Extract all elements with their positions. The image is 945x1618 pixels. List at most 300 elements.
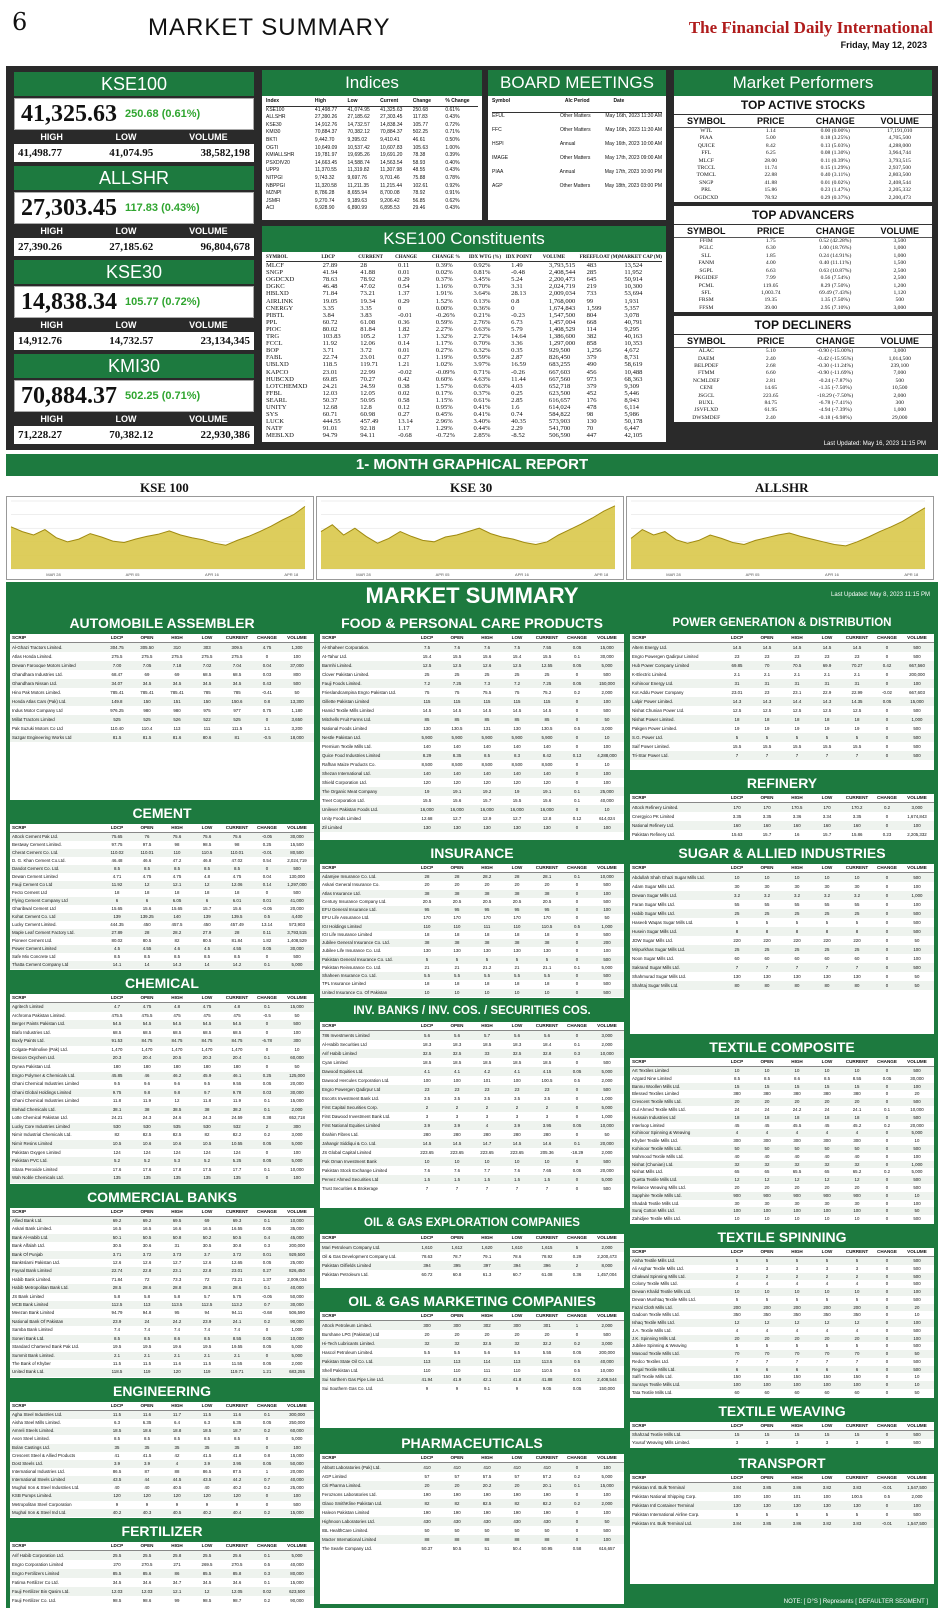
scrip-cell: 380 [763, 1091, 771, 1097]
scrip-cell: 0.3 [263, 1243, 271, 1249]
table-cell: 2.27% [435, 325, 453, 333]
table-cell: 1,408,529 [548, 325, 576, 333]
scrip-row [320, 1339, 624, 1348]
scrip-cell: 60 [794, 1390, 800, 1396]
scrip-cell: 1,612 [451, 1245, 463, 1250]
scrip-cell: 14.5 [822, 645, 832, 650]
scrip-row [320, 805, 624, 814]
scrip-cell: 475 [173, 1012, 181, 1018]
scrip-cell: 60,000 [290, 1055, 304, 1061]
scrip-cell: 60 [734, 956, 740, 961]
scrip-cell: Unity Foods Limited [322, 816, 361, 821]
scrip-cell: 120 [173, 1493, 181, 1499]
scrip-row [320, 989, 624, 997]
index-volume: 96,804,678 [200, 241, 250, 253]
performer-row [674, 415, 932, 422]
scrip-row [320, 814, 624, 823]
scrip-row [630, 679, 934, 688]
index-low: 14,732.57 [109, 335, 154, 347]
scrip-row [630, 724, 934, 733]
scrip-cell: 23 [544, 1087, 550, 1092]
scrip-row [10, 945, 314, 953]
table-cell: 0.02 [398, 389, 410, 397]
scrip-cell: 2.1 [113, 1352, 121, 1358]
scrip-cell: 9.8 [173, 1089, 181, 1095]
scrip-cell: 9 [455, 1386, 459, 1391]
scrip-cell: 94.8 [142, 1310, 152, 1316]
table-cell: 1.17 [398, 425, 410, 433]
table-cell: 667,560 [548, 375, 571, 383]
scrip-cell: 40,000 [600, 798, 614, 803]
table-cell: 1.37 [398, 290, 410, 298]
scrip-cell: 1,000 [601, 1114, 613, 1119]
scrip-cell: 5.5 [453, 973, 461, 979]
table-cell: 41,325.63 [380, 106, 403, 113]
performer-cell: -0.90 (-15.00%) [817, 348, 854, 355]
column-header: LDCP [730, 1423, 744, 1428]
scrip-cell: 135 [143, 1175, 151, 1181]
scrip-cell: Trust Securities & Brokerage [322, 1186, 378, 1191]
scrip-cell: 0.1 [263, 1055, 271, 1061]
scrip-cell: 88 [454, 1537, 460, 1542]
column-header: VOLUME [597, 865, 617, 870]
scrip-cell: 4 [795, 1130, 799, 1136]
performer-row [674, 297, 932, 304]
table-cell: 0.8 [511, 297, 520, 305]
scrip-cell: 50.8 [172, 1234, 182, 1240]
scrip-cell: 2 [425, 1105, 429, 1110]
performer-cell: -0.90 (-11.69%) [817, 370, 854, 377]
scrip-cell: 10,000 [600, 874, 614, 879]
scrip-cell: 6 [855, 1366, 859, 1372]
scrip-cell: 23 [764, 654, 770, 659]
scrip-cell: 0.7 [263, 1302, 271, 1308]
index-labels [14, 224, 254, 238]
table-cell: 683,255 [548, 361, 571, 369]
table-cell: 1,768,000 [548, 297, 576, 305]
scrip-cell: Fauji Fertilizer Bin Qasim Ltd. [12, 1589, 70, 1594]
scrip-row [10, 1435, 314, 1443]
scrip-cell: 68.5 [172, 1029, 182, 1035]
scrip-row [10, 1029, 314, 1038]
scrip-cell: 5.8 [143, 1293, 151, 1299]
scrip-cell: Nishat Mills Ltd. [632, 1169, 663, 1175]
scrip-cell: 17.8 [172, 1166, 182, 1172]
section-columns [10, 1402, 314, 1411]
scrip-cell: 500 [913, 708, 921, 713]
scrip-cell: 34.6 [142, 1580, 152, 1585]
chart-title: ALLSHR [755, 480, 809, 495]
scrip-cell: 10 [824, 875, 830, 880]
scrip-cell: 785 [203, 690, 211, 695]
scrip-cell: 7.05 [142, 663, 152, 668]
scrip-cell: 100 [603, 825, 611, 830]
scrip-cell: 4 [855, 1130, 859, 1136]
scrip-cell: 15 [734, 1432, 740, 1437]
scrip-row [10, 921, 314, 929]
scrip-cell: 0 [885, 1343, 889, 1349]
scrip-cell: 120 [113, 1493, 121, 1499]
scrip-cell: 9.55 [232, 1081, 242, 1087]
scrip-cell: 5.6 [513, 1033, 521, 1038]
scrip-row [630, 1389, 934, 1397]
table-cell: KMI30 [266, 129, 281, 136]
scrip-cell: 11.8 [112, 1098, 122, 1104]
scrip-cell: 4.55 [232, 946, 242, 951]
scrip-cell: 3.35 [732, 814, 742, 819]
performer-cell: 19.35 [764, 297, 778, 304]
scrip-cell: 170.5 [791, 805, 803, 810]
column-header: HIGH [171, 995, 183, 1000]
scrip-cell: Sunrays Textile Mills Ltd. [632, 1382, 681, 1388]
scrip-row [10, 1054, 314, 1063]
scrip-cell: 115 [453, 699, 461, 704]
table-cell: 0.43% [445, 205, 460, 212]
scrip-cell: 7.4 [143, 1327, 151, 1333]
column-header: FREEFLOAT (M) [579, 255, 619, 260]
scrip-cell: 80 [824, 983, 830, 988]
scrip-cell: 11.5 [112, 1412, 122, 1417]
table-cell: Annual [559, 141, 576, 147]
scrip-cell: 30.5 [112, 1243, 122, 1249]
section-title: INV. BANKS / INV. COS. / SECURITIES COS. [353, 1005, 591, 1017]
table-row [266, 183, 478, 191]
scrip-cell: 0 [885, 911, 889, 916]
scrip-cell: 11.6 [142, 1412, 152, 1417]
scrip-cell: 9 [425, 1386, 429, 1391]
performer-cell: 4.00 [765, 260, 776, 267]
scrip-cell: 100 [603, 699, 611, 704]
scrip-row [630, 688, 934, 697]
scrip-cell: 6 [765, 1366, 769, 1372]
scrip-cell: 130 [793, 1503, 801, 1508]
performer-cell: -0.30 (-11.24%) [817, 362, 854, 369]
scrip-cell: 4 [485, 1123, 489, 1128]
scrip-cell: 113 [513, 1359, 521, 1364]
scrip-cell: 15 [824, 1083, 830, 1089]
scrip-cell: Gadoon Textile Mills Ltd. [632, 1312, 680, 1318]
scrip-cell: 73.3 [172, 1276, 182, 1282]
scrip-cell: Attock Petroleum Limited. [322, 1323, 373, 1328]
scrip-row [10, 1293, 314, 1301]
table-cell: 50,178 [624, 418, 643, 426]
scrip-cell: 75 [454, 690, 460, 695]
table-cell: 645 [586, 276, 597, 284]
chart-svg [317, 497, 623, 579]
scrip-cell: 23.1 [172, 1268, 182, 1274]
table-cell: 103.83 [322, 333, 341, 341]
scrip-cell: 100 [603, 1492, 611, 1497]
column-header: HIGH [791, 1249, 803, 1254]
scrip-row [630, 1106, 934, 1114]
performer-cell: 3,964,744 [888, 150, 911, 157]
scrip-cell: 5 [765, 1512, 769, 1517]
scrip-cell: 33 [484, 1051, 490, 1056]
scrip-cell: 7.5 [423, 645, 431, 650]
scrip-cell: 27.89 [111, 930, 123, 935]
scrip-cell: Shield Corporation Ltd. [322, 780, 367, 785]
scrip-cell: 150,000 [599, 1386, 615, 1391]
scrip-cell: 0 [885, 1374, 889, 1380]
scrip-cell: -18.29 [570, 1150, 584, 1155]
scrip-cell: 150 [763, 1374, 771, 1380]
scrip-cell: 85.8 [232, 1571, 242, 1576]
scrip-cell: 0 [885, 1138, 889, 1144]
performer-cell: 6.25 [765, 150, 776, 157]
scrip-cell: 15 [794, 1432, 800, 1437]
scrip-cell: 223.65 [420, 1150, 434, 1155]
scrip-row [320, 688, 624, 697]
scrip-cell: 150 [793, 1374, 801, 1380]
table-cell: KAPCO [266, 368, 289, 376]
scrip-row [10, 1301, 314, 1309]
scrip-row [320, 947, 624, 955]
scrip-cell: 130 [853, 974, 861, 979]
scrip-row [320, 1481, 624, 1490]
scrip-cell: 500 [293, 866, 301, 871]
scrip-row [10, 697, 314, 706]
scrip-cell: 20,000 [600, 1168, 614, 1173]
performer-cell: 6.30 [765, 245, 776, 252]
x-tick-label: APR 18 [904, 572, 919, 577]
scrip-cell: Attock Refinery Limited. [632, 805, 679, 810]
scrip-cell: 80,000 [290, 1571, 304, 1576]
table-cell: 3,078 [624, 311, 640, 319]
column-header: CURRENT [535, 635, 559, 640]
scrip-row [630, 803, 934, 812]
scrip-cell: 10 [424, 1159, 430, 1164]
index-volume: 38,582,198 [200, 147, 250, 159]
scrip-cell: Bank Of Punjab [12, 1251, 43, 1257]
scrip-cell: 20 [764, 1099, 770, 1105]
scrip-cell: 2.1 [763, 672, 771, 677]
scrip-row [10, 1309, 314, 1317]
scrip-cell: 100 [763, 1208, 771, 1214]
scrip-row [320, 652, 624, 661]
scrip-cell: 16,000 [510, 807, 524, 812]
table-cell: 50,914 [624, 276, 643, 284]
column-header: OPEN [450, 865, 464, 870]
column-header: LDCP [110, 1543, 124, 1548]
scrip-cell: 190 [453, 1510, 461, 1515]
scrip-row [320, 661, 624, 670]
scrip-cell: Dewan Sugar Mills Ltd. [632, 893, 678, 898]
scrip-cell: 500 [603, 708, 611, 713]
scrip-row [320, 906, 624, 914]
scrip-cell: 1,470 [201, 1046, 213, 1052]
scrip-cell: 82 [204, 1132, 210, 1138]
scrip-cell: 0.2 [883, 1122, 891, 1128]
scrip-cell: 4 [765, 1130, 769, 1136]
table-cell: 0.37% [473, 389, 491, 397]
column-header: CHANGE [257, 825, 277, 830]
scrip-cell: National Foods Limited [322, 726, 367, 731]
scrip-cell: 12.55 [541, 663, 553, 668]
performer-row [674, 172, 932, 179]
scrip-cell: 0 [885, 875, 889, 880]
scrip-cell: 135 [113, 1175, 121, 1181]
scrip-cell: 160 [853, 823, 861, 828]
table-cell: 14,588.74 [347, 159, 370, 166]
table-cell: 119.71 [360, 361, 379, 369]
scrip-cell: 65.2 [852, 1169, 862, 1175]
scrip-cell: 18.3 [422, 1042, 432, 1047]
table-cell: 2.85 [511, 396, 523, 404]
scrip-cell: 15.5 [452, 654, 462, 659]
scrip-cell: 124 [113, 1149, 121, 1155]
scrip-cell: 101 [483, 1078, 491, 1083]
scrip-cell: 2 [795, 1273, 799, 1279]
table-cell: 6,114 [624, 403, 639, 411]
scrip-cell: 2 [855, 1273, 859, 1279]
scrip-row [320, 715, 624, 724]
scrip-cell: 0 [885, 1390, 889, 1396]
scrip-cell: Meezan Bank Limited [12, 1310, 55, 1316]
scrip-cell: 302 [483, 1323, 491, 1328]
x-tick-label: MAR 28 [46, 572, 61, 577]
scrip-cell: 140 [513, 744, 521, 749]
scrip-cell: 500 [913, 1184, 921, 1190]
scrip-cell: 10 [794, 1289, 800, 1295]
scrip-cell: 14.4 [792, 699, 802, 704]
scrip-cell: 275.5 [201, 654, 213, 659]
label-high: HIGH [40, 320, 63, 330]
scrip-cell: 0.2 [263, 1598, 271, 1603]
scrip-cell: 69.5 [172, 1218, 182, 1223]
scrip-cell: 14.3 [822, 699, 832, 704]
scrip-cell: Ghani Chemical Industries Limited [12, 1098, 79, 1104]
index-value-box [14, 286, 254, 318]
performer-cell: 0.40 (11.11%) [819, 260, 852, 267]
table-cell: 0.01 [398, 347, 410, 355]
scrip-cell: 110 [423, 923, 431, 929]
scrip-cell: 23 [734, 654, 740, 659]
scrip-row [10, 1003, 314, 1012]
scrip-cell: 0.05 [572, 1069, 582, 1074]
section-table [320, 1454, 624, 1604]
scrip-cell: Fauji Fertilizer Co. Ltd. [12, 1598, 57, 1603]
scrip-cell: 75.65 [111, 834, 123, 839]
scrip-cell: Bestway Cement Limited. [12, 842, 62, 847]
scrip-cell: 25 [764, 911, 770, 916]
scrip-cell: Gillette Pakistan Limited [322, 699, 370, 704]
scrip-cell: 500 [913, 1145, 921, 1151]
scrip-cell: 30 [824, 884, 830, 889]
scrip-row [630, 1114, 934, 1122]
scrip-cell: 8.5 [203, 1436, 211, 1442]
table-cell: 94.79 [322, 432, 338, 440]
table-cell: 14,732.57 [347, 121, 370, 128]
scrip-cell: 300 [513, 1323, 521, 1328]
scrip-cell: Ali Asghar Textile Mills Ltd. [632, 1265, 684, 1271]
scrip-cell: 11.6 [172, 1360, 182, 1366]
scrip-cell: 8,500 [511, 762, 523, 767]
scrip-cell: Engro Powergen Qadirpur Limited [632, 654, 699, 659]
scrip-cell: 100 [603, 1537, 611, 1542]
scrip-cell: 3,000 [601, 726, 613, 731]
scrip-cell: 30.6 [142, 1243, 152, 1249]
scrip-cell: 54.5 [142, 1021, 152, 1027]
scrip-row [630, 1200, 934, 1208]
scrip-cell: 0 [575, 981, 579, 987]
scrip-row [10, 1569, 314, 1578]
performer-cell: BUXL [698, 399, 714, 406]
scrip-cell: 72 [204, 1276, 210, 1282]
scrip-row [10, 1596, 314, 1605]
scrip-cell: 50 [484, 1528, 490, 1533]
scrip-row [630, 918, 934, 927]
scrip-cell: 65 [824, 1169, 830, 1175]
performer-cell: 1,120 [893, 289, 907, 296]
scrip-cell: International Industries Ltd. [12, 1468, 65, 1474]
scrip-row [630, 963, 934, 972]
scrip-cell: 0 [265, 1029, 269, 1035]
scrip-cell: 34.5 [172, 681, 182, 686]
scrip-cell: 15.5 [792, 744, 802, 749]
scrip-cell: Quetta Textile Mills Ltd. [632, 1177, 678, 1183]
scrip-cell: 380 [853, 1091, 861, 1097]
scrip-cell: 46.6 [142, 858, 152, 863]
scrip-cell: 0 [885, 1216, 889, 1222]
performer-row [674, 260, 932, 267]
scrip-cell: 100 [293, 1029, 301, 1035]
table-row [266, 354, 662, 361]
performer-cell: 500 [895, 377, 904, 384]
scrip-cell: 4.75 [262, 645, 272, 650]
table-cell: 27,303.45 [380, 114, 403, 121]
column-header: LDCP [110, 825, 124, 830]
scrip-cell: 4 [735, 1281, 739, 1287]
scrip-cell: -0.68 [261, 1310, 272, 1316]
scrip-cell: 0 [885, 681, 889, 686]
scrip-cell: 190 [513, 1510, 521, 1515]
scrip-row [320, 980, 624, 988]
scrip-cell: 38 [454, 890, 460, 896]
label-low: LOW [115, 226, 137, 236]
scrip-cell: 12.06 [231, 882, 243, 887]
scrip-cell: 5 [795, 920, 799, 925]
table-cell: 71.84 [322, 290, 338, 298]
scrip-cell: 50 [454, 1528, 460, 1533]
scrip-cell: 0 [885, 902, 889, 907]
scrip-cell: Masood Textile Mills Ltd. [632, 1351, 680, 1357]
scrip-cell: 140 [543, 771, 551, 776]
scrip-cell: 12.6 [202, 1260, 212, 1266]
table-cell: 0.01 [398, 269, 410, 277]
scrip-row [10, 1251, 314, 1259]
scrip-cell: 500 [913, 1343, 921, 1349]
scrip-cell: 12.65 [231, 1260, 243, 1266]
scrip-cell: 5.25 [232, 1158, 242, 1164]
table-cell: 2.76% [473, 318, 491, 326]
column-header: Index [266, 98, 280, 104]
scrip-cell: 500 [913, 1440, 921, 1445]
scrip-cell: 0.14 [262, 882, 272, 887]
scrip-cell: 12.7 [452, 816, 462, 821]
table-row [266, 262, 662, 269]
scrip-cell: 130 [763, 1503, 771, 1508]
scrip-cell: 0 [575, 1114, 579, 1119]
table-row [266, 167, 478, 175]
scrip-cell: 140 [423, 771, 431, 776]
scrip-cell: 475 [203, 1012, 211, 1018]
table-cell: 40,163 [624, 333, 643, 341]
scrip-cell: 5.5 [453, 1350, 461, 1355]
column-header: CURRENT [225, 1543, 249, 1548]
scrip-cell: 14.3 [762, 699, 772, 704]
performers-panel [674, 70, 932, 426]
label-high: HIGH [40, 132, 63, 142]
